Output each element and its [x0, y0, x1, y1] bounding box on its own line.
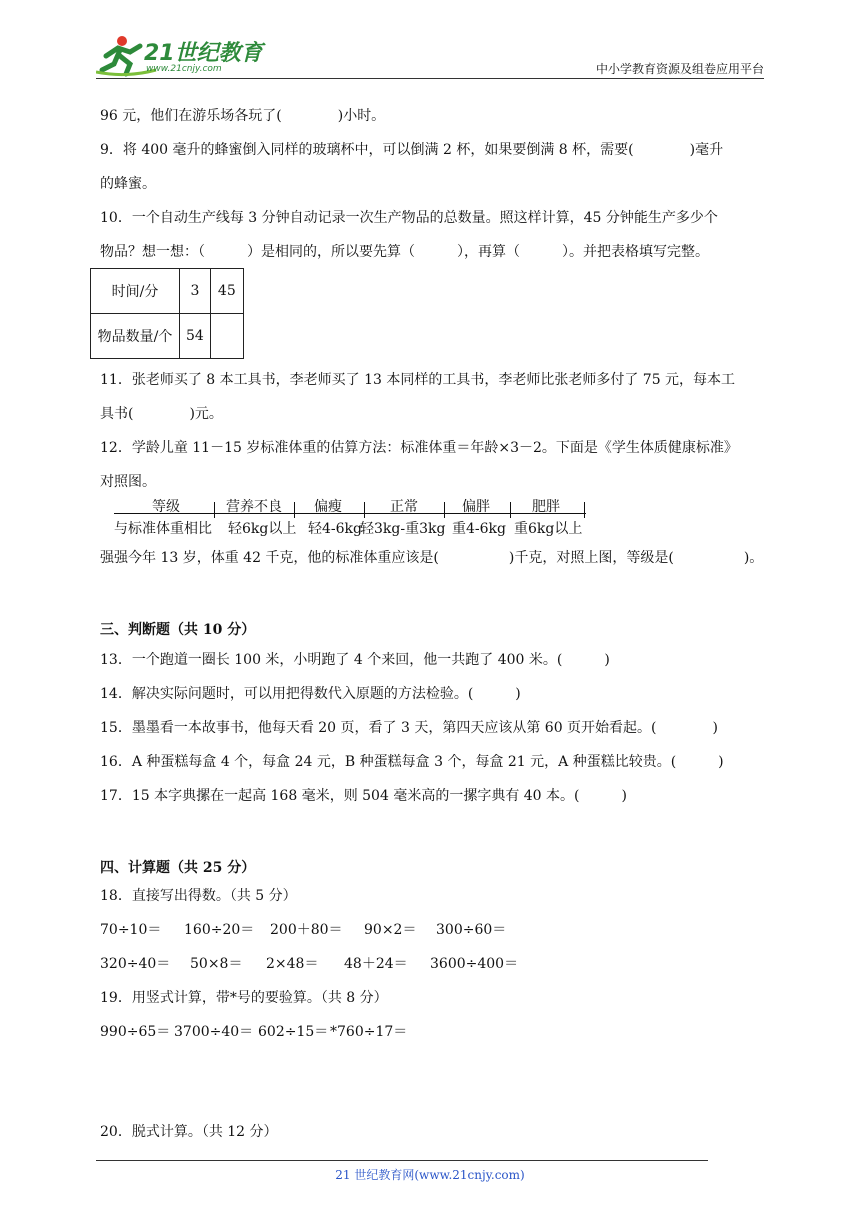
scale-level: 正常: [390, 499, 418, 515]
question-9-cont: 的蜂蜜。: [100, 176, 156, 192]
question-17: 17．15 本字典摞在一起高 168 毫米，则 504 毫米高的一摞字典有 40 本。( ): [100, 788, 627, 804]
scale-tick: [510, 502, 511, 518]
question-12-cont: 对照图。: [100, 474, 156, 490]
scale-level: 偏胖: [462, 499, 490, 515]
question-14: 14．解决实际问题时，可以用把得数代入原题的方法检验。( ): [100, 686, 521, 702]
calc-item: 50×8＝: [190, 956, 243, 972]
header-divider: [96, 78, 764, 79]
calc-item: 300÷60＝: [436, 922, 507, 938]
table-cell: 物品数量/个: [91, 314, 180, 359]
scale-range: 与标准体重相比: [114, 521, 212, 537]
calc-item: 320÷40＝: [100, 956, 171, 972]
time-quantity-table: [90, 268, 244, 359]
section-heading: 四、计算题（共 25 分）: [100, 860, 256, 876]
scale-range: 重4-6kg: [452, 521, 506, 537]
platform-label: 中小学教育资源及组卷应用平台: [595, 62, 764, 76]
calc-item: 2×48＝: [266, 956, 319, 972]
calc-item: 70÷10＝: [100, 922, 162, 938]
calc-item: 3700÷40＝: [174, 1024, 254, 1040]
footer-divider: [96, 1160, 708, 1161]
calc-item: 90×2＝: [364, 922, 417, 938]
scale-level: 等级: [152, 499, 180, 515]
scale-level: 营养不良: [226, 499, 282, 515]
scale-axis: [114, 513, 586, 514]
question-10-cont: 物品？想一想：（ ）是相同的，所以要先算（ ），再算（ ）。并把表格填写完整。: [100, 244, 709, 260]
table-row: [91, 269, 244, 314]
table-cell: 时间/分: [91, 269, 180, 314]
question-19: 19．用竖式计算，带*号的要验算。（共 8 分）: [100, 990, 388, 1006]
calc-item: 200＋80＝: [270, 922, 343, 938]
calc-item: 3600÷400＝: [430, 956, 519, 972]
scale-tick: [584, 502, 585, 518]
question-10: 10．一个自动生产线每 3 分钟自动记录一次生产物品的总数量。照这样计算，45 分钟能生产多少个: [100, 210, 718, 226]
question-12: 12．学龄儿童 11－15 岁标准体重的估算方法：标准体重＝年龄×3－2。下面是《学生体质健康标准》: [100, 440, 738, 456]
question-20: 20．脱式计算。（共 12 分）: [100, 1124, 278, 1140]
scale-level: 偏瘦: [314, 499, 342, 515]
table-row: [91, 314, 244, 359]
calc-item: 48＋24＝: [344, 956, 408, 972]
scale-range: 重6kg以上: [514, 521, 583, 537]
table-cell answer-cell[interactable]: [210, 314, 243, 359]
weight-scale-figure: [114, 496, 594, 540]
table-cell: 3: [180, 269, 211, 314]
scale-tick: [214, 502, 215, 518]
calc-item: 990÷65＝: [100, 1024, 171, 1040]
calc-item: 160÷20＝: [184, 922, 255, 938]
scale-range: 轻3kg-重3kg: [360, 521, 446, 537]
question-11-cont: 具书( )元。: [100, 406, 223, 422]
site-logo: [96, 34, 266, 78]
scale-tick: [444, 502, 445, 518]
footer-link[interactable]: 21 世纪教育网(www.21cnjy.com): [335, 1168, 525, 1182]
calc-item: *760÷17＝: [330, 1024, 408, 1040]
question-9: 9．将 400 毫升的蜂蜜倒入同样的玻璃杯中，可以倒满 2 杯，如果要倒满 8 杯，需要( )毫升: [100, 142, 724, 158]
question-16: 16．A 种蛋糕每盒 4 个，每盒 24 元，B 种蛋糕每盒 3 个，每盒 21 元，A 种蛋糕比较贵。( ): [100, 754, 724, 770]
question-12-ask: 强强今年 13 岁，体重 42 千克，他的标准体重应该是( )千克，对照上图，等级是( )。: [100, 550, 764, 566]
question-13: 13．一个跑道一圈长 100 米，小明跑了 4 个来回，他一共跑了 400 米。( ): [100, 652, 610, 668]
scale-level: 肥胖: [532, 499, 560, 515]
table-cell: 45: [210, 269, 243, 314]
scale-range: 轻6kg以上: [228, 521, 297, 537]
question-15: 15．墨墨看一本故事书，他每天看 20 页，看了 3 天，第四天应该从第 60 页开始看起。( ): [100, 720, 718, 736]
scale-tick: [364, 502, 365, 518]
scale-range: 轻4-6kg: [308, 521, 362, 537]
text-line: 96 元，他们在游乐场各玩了( )小时。: [100, 108, 386, 124]
logo-url: www.21cnjy.com: [146, 64, 222, 74]
logo-text: 21世纪教育: [144, 41, 263, 66]
table-cell: 54: [180, 314, 211, 359]
question-11: 11．张老师买了 8 本工具书，李老师买了 13 本同样的工具书，李老师比张老师多付了 75 元，每本工: [100, 372, 736, 388]
section-heading: 三、判断题（共 10 分）: [100, 622, 256, 638]
question-18: 18．直接写出得数。（共 5 分）: [100, 888, 297, 904]
scale-tick: [294, 502, 295, 518]
calc-item: 602÷15＝: [258, 1024, 329, 1040]
